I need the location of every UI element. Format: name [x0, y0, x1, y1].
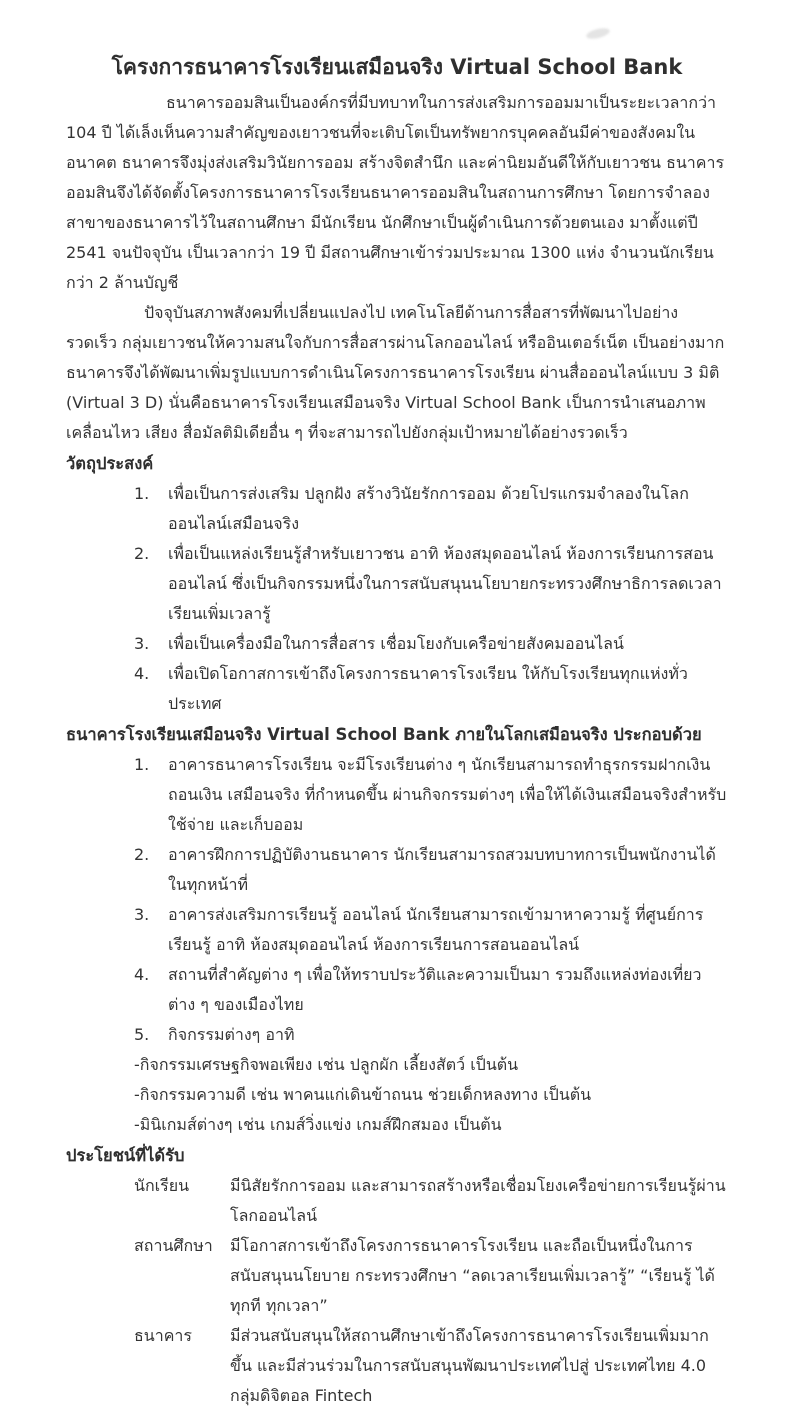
scan-smudge: [585, 26, 610, 41]
list-item-text: เพื่อเป็นเครื่องมือในการสื่อสาร เชื่อมโยงกับเครือข่ายสังคมออนไลน์: [168, 634, 624, 653]
list-item-number: 1.: [134, 484, 150, 503]
list-item: [134, 539, 728, 629]
benefit-text: มีส่วนสนับสนุนให้สถานศึกษาเข้าถึงโครงการธนาคารโรงเรียนเพิ่มมากขึ้น และมีส่วนร่วมในการสนับสนุนพัฒนาประเทศไปสู่ ประเทศไทย 4.0 กลุ่มดิจิตอล Fintech: [230, 1326, 709, 1405]
list-item: [134, 629, 728, 659]
list-item-text: อาคารธนาคารโรงเรียน จะมีโรงเรียนต่าง ๆ นักเรียนสามารถทำธุรกรรมฝากเงิน ถอนเงิน เสมือนจริง ที่กำหนดขึ้น ผ่านกิจกรรมต่างๆ เพื่อให้ได้เงินเสมือนจริงสำหรับใช้จ่าย และเก็บออม: [168, 755, 727, 834]
list-item-text: สถานที่สำคัญต่าง ๆ เพื่อให้ทราบประวัติและความเป็นมา รวมถึงแหล่งท่องเที่ยวต่าง ๆ ของเมืองไทย: [168, 965, 702, 1014]
list-item: [134, 960, 728, 1020]
list-item: [134, 659, 728, 719]
benefit-text: มีโอกาสการเข้าถึงโครงการธนาคารโรงเรียน และถือเป็นหนึ่งในการสนับสนุนนโยบาย กระทรวงศึกษา “ลดเวลาเรียนเพิ่มเวลารู้” “เรียนรู้ ได้ทุกที ทุกเวลา”: [230, 1236, 715, 1315]
list-item-text: เพื่อเป็นการส่งเสริม ปลูกฝัง สร้างวินัยรักการออม ด้วยโปรแกรมจำลองในโลกออนไลน์เสมือนจริง: [168, 484, 689, 533]
context-paragraph: ปัจจุบันสภาพสังคมที่เปลี่ยนแปลงไป เทคโนโลยีด้านการสื่อสารที่พัฒนาไปอย่างรวดเร็ว กลุ่มเยาวชนให้ความสนใจกับการสื่อสารผ่านโลกออนไลน์ หรืออินเตอร์เน็ต เป็นอย่างมาก ธนาคารจึงได้พัฒนาเพิ่มรูปแบบการดำเนินโครงการธนาคารโรงเรียน ผ่านสื่อออนไลน์แบบ 3 มิติ (Virtual 3 D) นั่นคือธนาคารโรงเรียนเสมือนจริง Virtual School Bank เป็นการนำเสนอภาพเคลื่อนไหว เสียง สื่อมัลติมิเดียอื่น ๆ ที่จะสามารถไปยังกลุ่มเป้าหมายได้อย่างรวดเร็ว: [66, 303, 725, 442]
list-item-text: อาคารฝึกการปฏิบัติงานธนาคาร นักเรียนสามารถสวมบทบาทการเป็นพนักงานได้ในทุกหน้าที่: [168, 845, 716, 894]
list-item-number: 3.: [134, 905, 150, 924]
components-list: [66, 750, 728, 1140]
benefit-row: [134, 1231, 728, 1321]
benefit-label: นักเรียน: [134, 1176, 189, 1195]
list-item-number: 1.: [134, 755, 150, 774]
list-item-text: เพื่อเปิดโอกาสการเข้าถึงโครงการธนาคารโรงเรียน ให้กับโรงเรียนทุกแห่งทั่วประเทศ: [168, 664, 688, 713]
benefit-row: [134, 1321, 728, 1411]
list-item-number: 4.: [134, 664, 150, 683]
benefit-label: ธนาคาร: [134, 1326, 192, 1345]
objectives-list: [66, 479, 728, 719]
list-item-number: 2.: [134, 845, 150, 864]
list-item-number: 3.: [134, 634, 150, 653]
components-heading: ธนาคารโรงเรียนเสมือนจริง Virtual School Bank ภายในโลกเสมือนจริง ประกอบด้วย: [66, 725, 702, 744]
list-item-text: กิจกรรมต่างๆ อาทิ: [168, 1025, 295, 1044]
list-item: [134, 750, 728, 840]
benefits-heading: ประโยชน์ที่ได้รับ: [66, 1146, 185, 1165]
benefits-list: [66, 1171, 728, 1411]
objectives-heading: วัตถุประสงค์: [66, 454, 154, 473]
page-title: โครงการธนาคารโรงเรียนเสมือนจริง Virtual School Bank: [111, 55, 683, 79]
list-item-number: 4.: [134, 965, 150, 984]
list-item-text: เพื่อเป็นแหล่งเรียนรู้สำหรับเยาวชน อาทิ ห้องสมุดออนไลน์ ห้องการเรียนการสอนออนไลน์ ซึ่งเป็นกิจกรรมหนึ่งในการสนับสนุนนโยบายกระทรวงศึกษาธิการลดเวลาเรียนเพิ่มเวลารู้: [168, 544, 722, 623]
activity-sub-item: -มินิเกมส์ต่างๆ เช่น เกมส์วิ่งแข่ง เกมส์ฝึกสมอง เป็นต้น: [134, 1115, 502, 1134]
intro-paragraph: ธนาคารออมสินเป็นองค์กรที่มีบทบาทในการส่งเสริมการออมมาเป็นระยะเวลากว่า 104 ปี ได้เล็งเห็นความสำคัญของเยาวชนที่จะเติบโตเป็นทรัพยากรบุคคลอันมีค่าของสังคมในอนาคต ธนาคารจึงมุ่งส่งเสริมวินัยการออม สร้างจิตสำนึก และค่านิยมอันดีให้กับเยาวชน ธนาคารออมสินจึงได้จัดตั้งโครงการธนาคารโรงเรียนธนาคารออมสินในสถานการศึกษา โดยการจำลองสาขาของธนาคารไว้ในสถานศึกษา มีนักเรียน นักศึกษาเป็นผู้ดำเนินการด้วยตนเอง มาตั้งแต่ปี 2541 จนปัจจุบัน เป็นเวลากว่า 19 ปี มีสถานศึกษาเข้าร่วมประมาณ 1300 แห่ง จำนวนนักเรียนกว่า 2 ล้านบัญชี: [66, 93, 725, 292]
list-item: [134, 840, 728, 900]
list-item: [134, 900, 728, 960]
activity-sub-item: -กิจกรรมความดี เช่น พาคนแก่เดินข้าถนน ช่วยเด็กหลงทาง เป็นต้น: [134, 1085, 592, 1104]
document-content: [66, 50, 728, 1411]
list-item-number: 5.: [134, 1025, 150, 1044]
activity-sub-item: -กิจกรรมเศรษฐกิจพอเพียง เช่น ปลูกผัก เลี้ยงสัตว์ เป็นต้น: [134, 1055, 519, 1074]
benefit-label: สถานศึกษา: [134, 1236, 213, 1255]
benefit-row: [134, 1171, 728, 1231]
list-item-text: อาคารส่งเสริมการเรียนรู้ ออนไลน์ นักเรียนสามารถเข้ามาหาความรู้ ที่ศูนย์การเรียนรู้ อาทิ ห้องสมุดออนไลน์ ห้องการเรียนการสอนออนไลน์: [168, 905, 704, 954]
list-item-number: 2.: [134, 544, 150, 563]
list-item: [134, 1020, 728, 1050]
list-item: [134, 479, 728, 539]
benefit-text: มีนิสัยรักการออม และสามารถสร้างหรือเชื่อมโยงเครือข่ายการเรียนรู้ผ่านโลกออนไลน์: [230, 1176, 726, 1225]
